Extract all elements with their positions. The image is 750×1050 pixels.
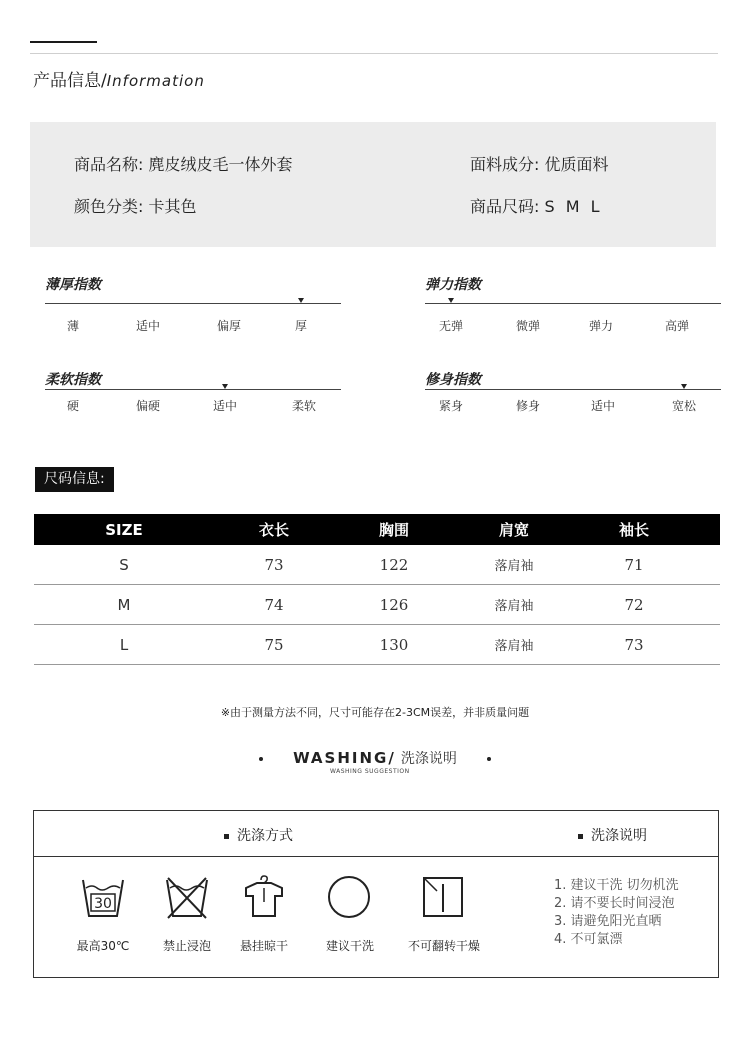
product-size-label: 商品尺码:	[470, 197, 540, 216]
elasticity-index-option: 无弹	[438, 319, 464, 333]
length-cell: 74	[214, 585, 334, 625]
fit-index-scale-line	[425, 389, 721, 390]
size-cell: M	[34, 585, 214, 625]
product-size-value: S M L	[544, 197, 603, 216]
elasticity-selected-marker-icon	[448, 298, 454, 303]
fit-index-option: 适中	[590, 399, 616, 413]
size-table-header	[34, 514, 720, 545]
washing-title-en: WASHING/	[293, 749, 396, 767]
length-cell: 73	[214, 545, 334, 585]
no-soak-icon	[164, 874, 210, 920]
washing-subtitle: WASHING SUGGESTION	[330, 768, 410, 775]
empty-col-header	[694, 514, 720, 545]
wash-icon-label: 不可翻转干燥	[407, 939, 481, 953]
product-fabric-label: 面料成分:	[470, 155, 540, 174]
empty-cell	[694, 585, 720, 625]
product-color-value: 卡其色	[148, 197, 197, 216]
list-item: 1. 建议干洗 切勿机洗	[554, 878, 679, 893]
thickness-index-option: 薄	[66, 319, 80, 333]
washing-title-cn: 洗涤说明	[400, 751, 457, 767]
product-size-row	[470, 194, 603, 217]
product-name-row	[74, 152, 293, 175]
washing-header	[0, 748, 750, 768]
size-table	[34, 514, 720, 665]
section-title-cn: 产品信息/	[33, 71, 107, 91]
softness-index-option: 偏硬	[135, 399, 161, 413]
hang-dry-icon	[241, 874, 287, 920]
size-col-header: SIZE	[34, 514, 214, 545]
wash-30-icon	[80, 874, 126, 920]
softness-index-title: 柔软指数	[45, 372, 101, 388]
elasticity-index-option: 弹力	[588, 319, 614, 333]
softness-index-option: 硬	[66, 399, 80, 413]
product-color-label: 颜色分类:	[74, 197, 144, 216]
elasticity-index-title: 弹力指数	[425, 277, 481, 293]
wash-icon-label: 最高30℃	[76, 939, 130, 953]
elasticity-index-scale-line	[425, 303, 721, 304]
wash-desc-header	[578, 825, 647, 845]
size-info-label: 尺码信息:	[35, 467, 114, 492]
list-item: 2. 请不要长时间浸泡	[554, 896, 675, 911]
measurement-note: ※由于测量方法不同，尺寸可能存在2-3CM误差，并非质量问题	[220, 706, 530, 719]
fit-index-option: 宽松	[671, 399, 697, 413]
product-fabric-row	[470, 152, 609, 175]
section-title-en: Information	[106, 72, 205, 90]
chest-cell: 122	[334, 545, 454, 585]
wash-icon-label: 悬挂晾干	[239, 939, 289, 953]
chest-cell: 126	[334, 585, 454, 625]
thickness-selected-marker-icon	[298, 298, 304, 303]
thickness-index-title: 薄厚指数	[45, 277, 101, 293]
size-cell: S	[34, 545, 214, 585]
length-cell: 75	[214, 625, 334, 665]
thickness-index-option: 适中	[135, 319, 161, 333]
product-fabric-value: 优质面料	[544, 155, 609, 174]
header-accent-line	[30, 41, 97, 43]
section-title	[33, 66, 205, 91]
thickness-index-option: 厚	[294, 319, 308, 333]
list-item: 4. 不可氯漂	[554, 932, 623, 947]
wash-icon-label: 建议干洗	[325, 939, 375, 953]
shoulder-cell: 落肩袖	[454, 545, 574, 585]
sleeve-col-header: 袖长	[574, 514, 694, 545]
dry-clean-icon	[326, 874, 372, 920]
softness-index-option: 柔软	[291, 399, 317, 413]
header-divider	[30, 53, 718, 54]
wash-temp-number: 30	[94, 896, 112, 912]
no-tumble-dry-icon	[420, 874, 466, 920]
table-row	[34, 625, 720, 665]
wash-method-header	[224, 825, 293, 845]
fit-index-option: 紧身	[438, 399, 464, 413]
sleeve-cell: 73	[574, 625, 694, 665]
chest-col-header: 胸围	[334, 514, 454, 545]
wash-method-label: 洗涤方式	[237, 828, 293, 844]
washing-box	[33, 810, 719, 978]
fit-index-option: 修身	[515, 399, 541, 413]
sleeve-cell: 71	[574, 545, 694, 585]
shoulder-col-header: 肩宽	[454, 514, 574, 545]
wash-desc-label: 洗涤说明	[591, 828, 647, 844]
list-item: 3. 请避免阳光直晒	[554, 914, 662, 929]
softness-index-option: 适中	[212, 399, 238, 413]
wash-box-divider	[34, 856, 718, 857]
shoulder-cell: 落肩袖	[454, 625, 574, 665]
size-cell: L	[34, 625, 214, 665]
shoulder-cell: 落肩袖	[454, 585, 574, 625]
length-col-header: 衣长	[214, 514, 334, 545]
thickness-index-option: 偏厚	[216, 319, 242, 333]
square-bullet-icon	[578, 834, 583, 839]
empty-cell	[694, 625, 720, 665]
sleeve-cell: 72	[574, 585, 694, 625]
bullet-dot-right	[487, 757, 491, 761]
product-color-row	[74, 194, 197, 217]
table-row	[34, 585, 720, 625]
bullet-dot-left	[259, 757, 263, 761]
table-row	[34, 545, 720, 585]
thickness-index-scale-line	[45, 303, 341, 304]
elasticity-index-option: 高弹	[664, 319, 690, 333]
product-info-box	[30, 122, 716, 247]
chest-cell: 130	[334, 625, 454, 665]
empty-cell	[694, 545, 720, 585]
square-bullet-icon	[224, 834, 229, 839]
wash-icon-label: 禁止浸泡	[162, 939, 212, 953]
softness-selected-marker-icon	[222, 384, 228, 389]
product-name-value: 麂皮绒皮毛一体外套	[148, 155, 293, 174]
fit-index-title: 修身指数	[425, 372, 481, 388]
softness-index-scale-line	[45, 389, 341, 390]
fit-selected-marker-icon	[681, 384, 687, 389]
product-name-label: 商品名称:	[74, 155, 144, 174]
elasticity-index-option: 微弹	[515, 319, 541, 333]
wash-instructions-list	[554, 877, 679, 949]
